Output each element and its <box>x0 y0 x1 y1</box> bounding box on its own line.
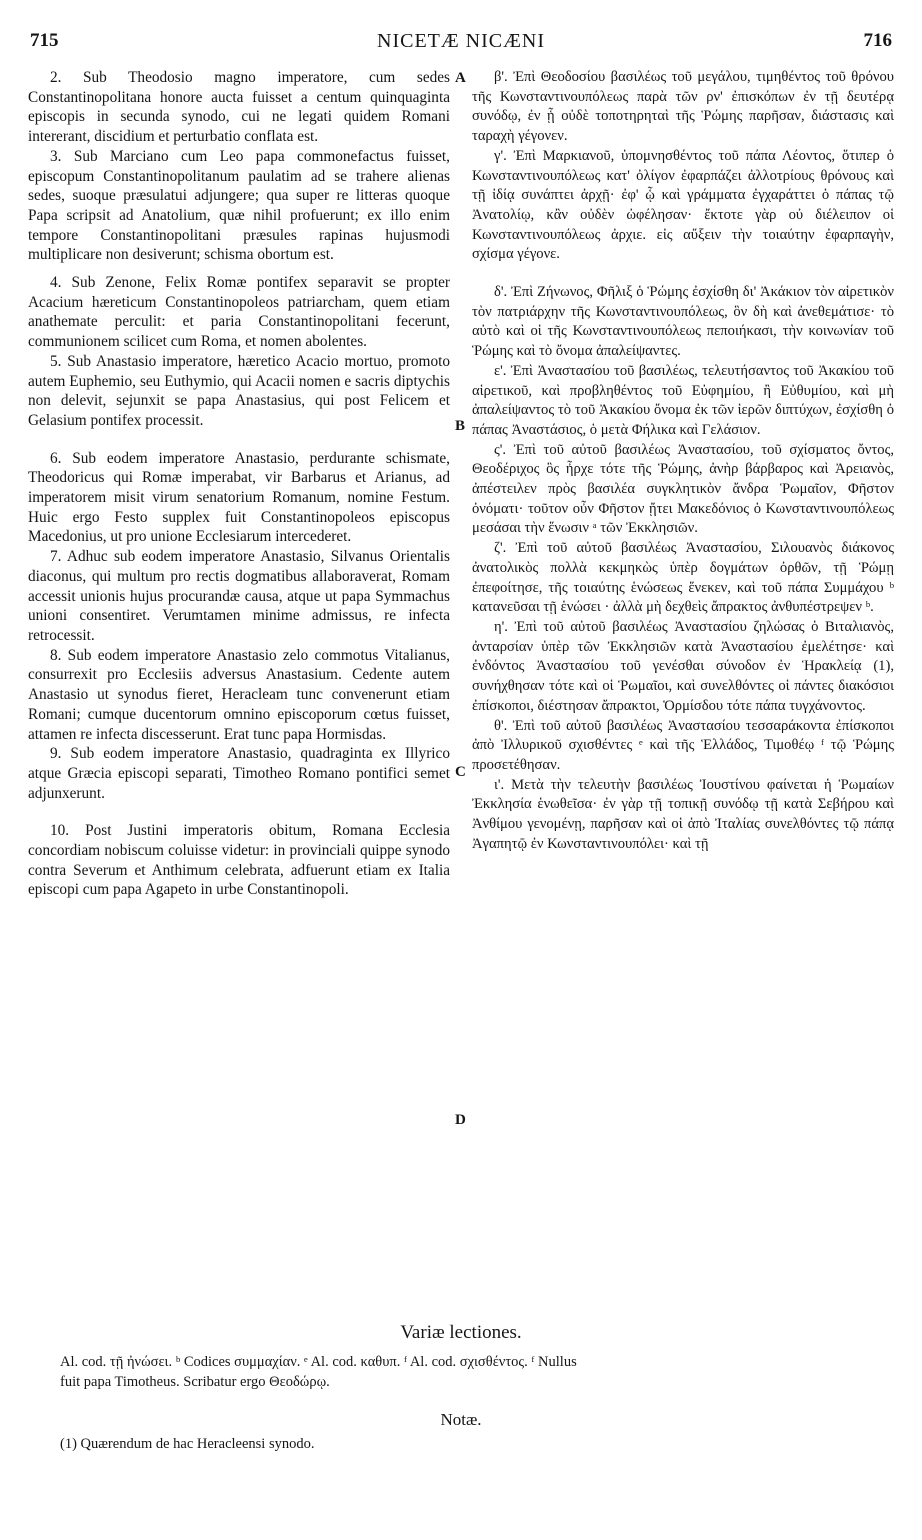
latin-paragraph-8: 8. Sub eodem imperatore Anastasio zelo commotus Vitalianus, consurrexit pro Ecclesiis adversus Anastasium. Cedente autem Anastasio ut synodus fieret, Heracleam tunc convenerunt etiam Romani; cumque ducentorum omnino episcoporum cœtus fuisset, attamen re infecta discesserunt. Erat tunc papa Hormisdas. <box>28 646 450 743</box>
latin-paragraph-10: 10. Post Justini imperatoris obitum, Romana Ecclesia concordiam nobiscum coluisse videtur: in provinciali quippe synodo contra Severum et Anthimum celebrata, adfuerunt etiam ex Italia episcopi cum papa Agapeto in urbe Constantinopoli. <box>28 822 450 899</box>
greek-paragraph-4: δ'. Ἐπὶ Ζήνωνος, Φῆλιξ ὁ Ῥώμης ἐσχίσθη δι' Ἀκάκιον τὸν αἱρετικὸν τὸν πατριάρχην τῆς Κωνσταντινουπόλεως, ὃν δὴ καὶ ἀνεθεμάτισε· τὸ αὐτὸ καὶ οἱ τῆς Κωνσταντινουπόλεως πεποιήκασι, τὴν κοινωνίαν τοῦ Ῥώμης καὶ τὸ ὄνομα ἀπαλείψαντες. <box>472 284 894 360</box>
greek-paragraph-8: η'. Ἐπὶ τοῦ αὐτοῦ βασιλέως Ἀναστασίου ζηλώσας ὁ Βιταλιανὸς, ἀνταρσίαν ὑπὲρ τῶν Ἐκκλησιῶν κατὰ Ἀναστασίου ἐμελέτησε· καὶ ἐνδόντος Ἀναστασίου τοῦ γενέσθαι σύνοδον ἐν Ἡρακλείᾳ (1), συνήχθησαν τότε καὶ οἱ Ῥωμαῖοι, καὶ συνελθόντες οἱ πάντες διακόσιοι ἐπίσκοποι, διέστησαν ἄπρακτοι, Ὁρμίσδου τότε πάπα τυγχάνοντος. <box>472 618 894 714</box>
latin-paragraph-9: 9. Sub eodem imperatore Anastasio, quadraginta ex Illyrico atque Græcia episcopi separati, Timotheo Romano pontifici semet adjunxerunt. <box>28 745 450 802</box>
page-number-left: 715 <box>30 30 59 51</box>
latin-paragraph-2: 2. Sub Theodosio magno imperatore, cum sedes Constantinopolitana honore aucta fuisset a centum quinquaginta episcopis in secunda synodo, cui ne legati quidem Romani intererant, discidium et perturbatio conflata est. <box>28 69 450 146</box>
variae-line-2: fuit papa Timotheus. Scribatur ergo Θεοδώρῳ. <box>60 1374 330 1390</box>
latin-column <box>28 68 450 900</box>
greek-paragraph-6: ς'. Ἐπὶ τοῦ αὐτοῦ βασιλέως Ἀναστασίου, τοῦ σχίσματος ὄντος, Θεοδέριχος ὃς ἦρχε τότε τῆς Ῥώμης, ἀνὴρ βάρβαρος καὶ Ἀρειανὸς, ἀπέστειλεν πρὸς βασιλέα συγκλητικὸν ἄνδρα Ῥωμαῖον, Φῆστον ὀνόματι· τοῦτον οὖν Φῆστον ᾔτει Μακεδόνιος ὁ Κωνσταντινουπόλεως μεσάσαι τὴν ἕνωσιν ᵃ τῶν Ἐκκλησιῶν. <box>472 441 894 537</box>
latin-paragraph-3: 3. Sub Marciano cum Leo papa commonefactus fuisset, episcopum Constantinopolitanum paulatim ad se trahere alienas sedes, suoque præsulatui adjungere; qua super re litteras quoque Papa scripsit ad Anatolium, quæ nihil profuerunt; ex illo enim tempore Constantinopolitani præsules rapinas hujusmodi multiplicare non desiverunt; schisma obortum est. <box>28 147 450 264</box>
greek-paragraph-9: θ'. Ἐπὶ τοῦ αὐτοῦ βασιλέως Ἀναστασίου τεσσαράκοντα ἐπίσκοποι ἀπὸ Ἰλλυρικοῦ σχισθέντες ᵉ καὶ τῆς Ἑλλάδος, Τιμοθέῳ ᶠ τῷ Ῥώμης προσετέθησαν. <box>472 717 894 773</box>
greek-paragraph-5: ε'. Ἐπὶ Ἀναστασίου τοῦ βασιλέως, τελευτήσαντος τοῦ Ἀκακίου τοῦ αἱρετικοῦ, καὶ προβληθέντος τοῦ Εὐφημίου, ἢ Εὐθυμίου, καὶ μὴ ἀπαλείψαντος τὸ τοῦ Ἀκακίου ὄνομα ἐκ τῶν ἱερῶν διπτύχων, ἐσχίσθη ὁ πάπας Ἀναστάσιος, ὁ μετὰ Φήλικα καὶ Γελάσιον. <box>472 362 894 438</box>
page-header <box>30 30 892 60</box>
latin-paragraph-5: 5. Sub Anastasio imperatore, hæretico Acacio mortuo, promoto autem Euphemio, seu Euthymio, qui Acacii nomen e sacris diptychis non delevit, sejunxit se papa Anastasius, qui post Felicem et Gelasium pontifex processit. <box>28 352 450 429</box>
note-1: (1) Quærendum de hac Heracleensi synodo. <box>60 1436 315 1452</box>
notae-title: Notæ. <box>440 1410 482 1429</box>
running-title: NICETÆ NICÆNI <box>377 30 545 52</box>
margin-mark-b: B <box>455 418 466 434</box>
latin-paragraph-6: 6. Sub eodem imperatore Anastasio, perdurante schismate, Theodoricus qui Romæ imperabat, vir Barbarus et Arianus, ad imperatorem misit virum senatorium Romanum, nomine Festum. Huic ergo Festo supplex fuit Constantinopoleos episcopus Macedonius, ut pro unione Ecclesiarum intercederet. <box>28 449 450 546</box>
margin-mark-d: D <box>455 1112 466 1128</box>
greek-paragraph-7: ζ'. Ἐπὶ τοῦ αὐτοῦ βασιλέως Ἀναστασίου, Σιλουανὸς διάκονος ἀνατολικὸς πολλὰ κεκμηκὼς ὑπὲρ δογμάτων ὀρθῶν, τῇ Ῥώμῃ ἐπεφοίτησε, τῆς τοιαύτης ἑνώσεως ἕνεκεν, καὶ τοῦ πάπα Συμμάχου ᵇ κατανεῦσαι τῇ ἑνώσει · ἀλλὰ μὴ δεχθεὶς ἄπρακτος ἀνθυπέστρεψεν ᵇ. <box>472 540 894 616</box>
greek-paragraph-3: γ'. Ἐπὶ Μαρκιανοῦ, ὑπομνησθέντος τοῦ πάπα Λέοντος, ὅτιπερ ὁ Κωνσταντινουπόλεως κατ' ὀλίγον ἐφαρπάζει ἀλλοτρίους θρόνους καὶ τῇ ἰδίᾳ συνάπτει ἀρχῇ· ἐφ' ᾧ καὶ γράμματα ἐγχαράττει ὁ πάπας τῷ Ἀνατολίῳ, κἂν οὐδὲν ὠφέλησαν· ἔκτοτε γὰρ οὐ διέλειπον οἱ Κωνσταντινουπόλεως ἀρχιε. εἰς αὔξειν τὴν τοιαύτην ἐφαρπαγὴν, σχίσμα γέγονε. <box>472 147 894 263</box>
variae-lectiones-title: Variæ lectiones. <box>400 1322 522 1343</box>
latin-paragraph-7: 7. Adhuc sub eodem imperatore Anastasio, Silvanus Orientalis diaconus, qui multum pro rectis dogmatibus allaboraverat, Romam accessit unionis hujus procurandæ causa, atque ut papa Symmachus unioni consentiret. Verumtamen minime admissus, re infecta retrocessit. <box>28 548 450 644</box>
margin-mark-c: C <box>455 764 466 780</box>
greek-column <box>472 68 894 854</box>
greek-paragraph-10: ι'. Μετὰ τὴν τελευτὴν βασιλέως Ἰουστίνου φαίνεται ἡ Ῥωμαίων Ἐκκλησία ἑνωθεῖσα· ἐν γὰρ τῇ τοπικῇ συνόδῳ τῇ κατὰ Σεβήρου καὶ Ἀνθίμου γενομένῃ, παρῆσαν καὶ οἱ ἀπὸ Ἰταλίας συνελθόντες τῷ πάπᾳ Ἀγαπητῷ ἐν Κωνσταντινουπόλει· καὶ τῇ <box>472 776 894 852</box>
latin-paragraph-4: 4. Sub Zenone, Felix Romæ pontifex separavit se propter Acacium hæreticum Constantinopoleos patriarcham, quem etiam anathemate perculit: et paria Constantinopolitani fecerunt, communionem scilicet cum Roma, et nomen abolentes. <box>28 274 450 351</box>
greek-paragraph-2: β'. Ἐπὶ Θεοδοσίου βασιλέως τοῦ μεγάλου, τιμηθέντος τοῦ θρόνου τῆς Κωνσταντινουπόλεως παρὰ τῶν ρν' ἐπισκόπων ἐν τῇ δευτέρᾳ συνόδῳ, ἐν ᾗ οὐδὲ τοποτηρηταὶ τῆς Ῥώμης παρῆσαν, διάστασις καὶ ταραχὴ γέγονεν. <box>472 69 894 145</box>
margin-mark-a: A <box>455 70 466 86</box>
variae-line-1: Al. cod. τῇ ἠνώσει. ᵇ Codices συμμαχίαν. ᵉ Al. cod. καθυπ. ᶠ Al. cod. σχισθέντος. ᶠ Nullus <box>60 1354 577 1370</box>
page-number-right: 716 <box>863 30 892 51</box>
